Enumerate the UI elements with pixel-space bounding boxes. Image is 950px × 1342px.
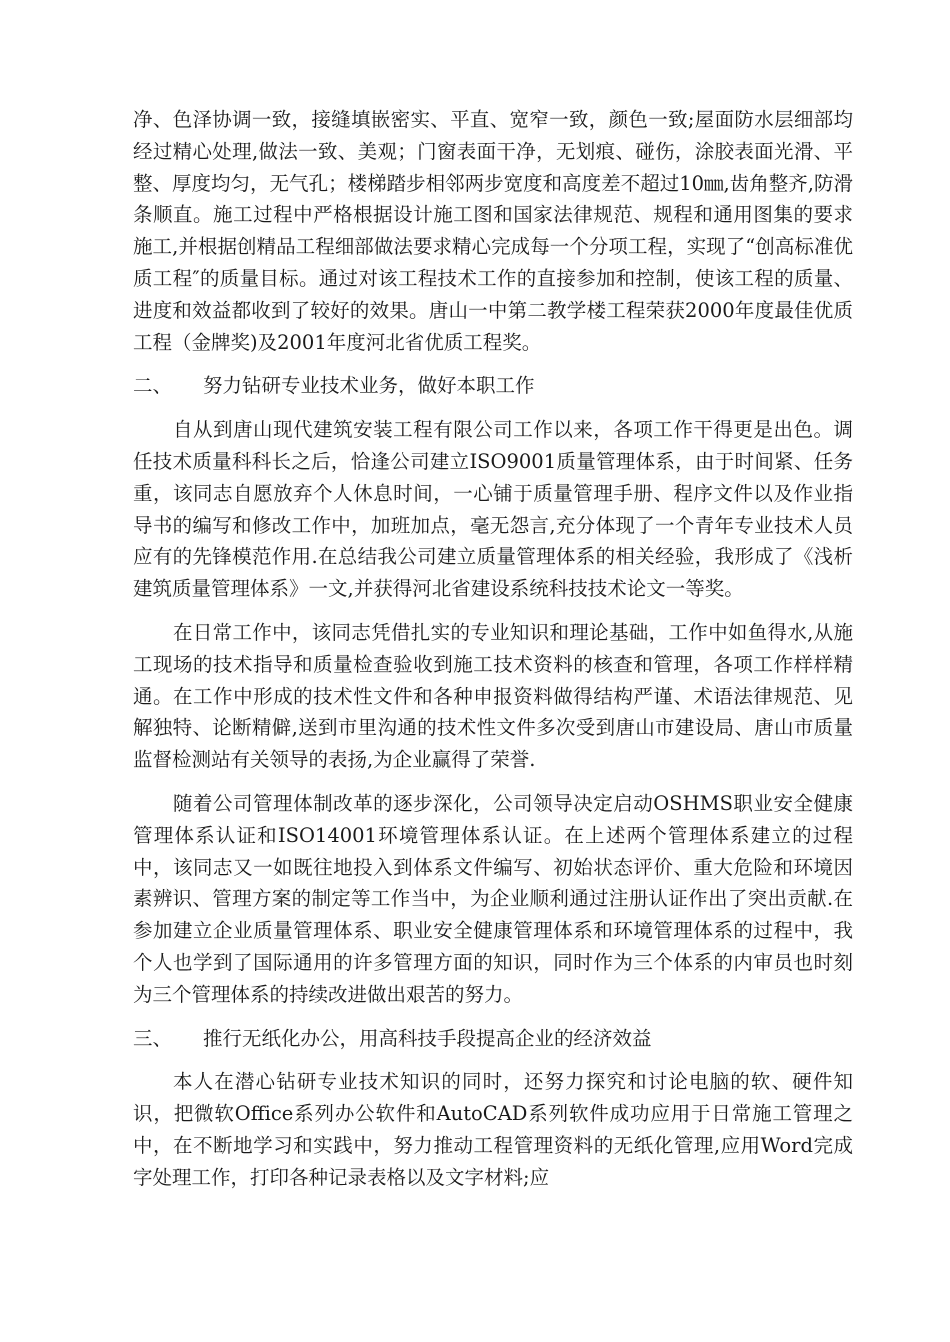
section2-paragraph-3: 随着公司管理体制改革的逐步深化，公司领导决定启动OSHMS职业安全健康管理体系认证和ISO14001环境管理体系认证。在上述两个管理体系建立的过程中，该同志又一如既往地投入到体系文件编写、初始状态评价、重大危险和环境因素辨识、管理方案的制定等工作当中，为企业顺利通过注册认证作出了突出贡献.在参加建立企业质量管理体系、职业安全健康管理体系和环境管理体系的过程中，我个人也学到了国际通用的许多管理方面的知识，同时作为三个体系的内审员也时刻为三个管理体系的持续改进做出艰苦的努力。 bbox=[133, 791, 853, 1006]
section-heading-2 bbox=[133, 370, 853, 402]
section-heading-3 bbox=[133, 1023, 853, 1055]
intro-paragraph: 净、色泽协调一致，接缝填嵌密实、平直、宽窄一致，颜色一致;屋面防水层细部均经过精心处理,做法一致、美观；门窗表面干净，无划痕、碰伤，涂胶表面光滑、平整、厚度均匀，无气孔；楼梯踏步相邻两步宽度和高度差不超过10㎜,齿角整齐,防滑条顺直。施工过程中严格根据设计施工图和国家法律规范、规程和通用图集的要求施工,并根据创精品工程细部做法要求精心完成每一个分项工程，实现了“创高标准优质工程″的质量目标。通过对该工程技术工作的直接参加和控制，使该工程的质量、进度和效益都收到了较好的效果。唐山一中第二教学楼工程荣获2000年度最佳优质工程（金牌奖)及2001年度河北省优质工程奖。 bbox=[133, 108, 853, 354]
section-number: 二、 bbox=[133, 374, 173, 398]
section-title: 努力钻研专业技术业务，做好本职工作 bbox=[203, 374, 535, 398]
section-title: 推行无纸化办公，用高科技手段提高企业的经济效益 bbox=[203, 1026, 652, 1050]
document-body bbox=[133, 104, 853, 1206]
section2-paragraph-1: 自从到唐山现代建筑安装工程有限公司工作以来，各项工作干得更是出色。调任技术质量科科长之后，恰逢公司建立ISO9001质量管理体系，由于时间紧、任务重，该同志自愿放弃个人休息时间，一心铺于质量管理手册、程序文件以及作业指导书的编写和修改工作中，加班加点，毫无怨言,充分体现了一个青年专业技术人员应有的先锋模范作用.在总结我公司建立质量管理体系的相关经验，我形成了《浅析建筑质量管理体系》一文,并获得河北省建设系统科技技术论文一等奖。 bbox=[133, 418, 853, 601]
section-number: 三、 bbox=[133, 1026, 173, 1050]
section2-paragraph-2: 在日常工作中，该同志凭借扎实的专业知识和理论基础，工作中如鱼得水,从施工现场的技术指导和质量检查验收到施工技术资料的核查和管理，各项工作样样精通。在工作中形成的技术性文件和各种申报资料做得结构严谨、术语法律规范、见解独特、论断精僻,送到市里沟通的技术性文件多次受到唐山市建设局、唐山市质量监督检测站有关领导的表扬,为企业赢得了荣誉. bbox=[133, 620, 853, 772]
section3-paragraph-1: 本人在潜心钻研专业技术知识的同时，还努力探究和讨论电脑的软、硬件知识，把微软Office系列办公软件和AutoCAD系列软件成功应用于日常施工管理之中，在不断地学习和实践中，努力推动工程管理资料的无纸化管理,应用Word完成字处理工作，打印各种记录表格以及文字材料;应 bbox=[133, 1070, 853, 1189]
